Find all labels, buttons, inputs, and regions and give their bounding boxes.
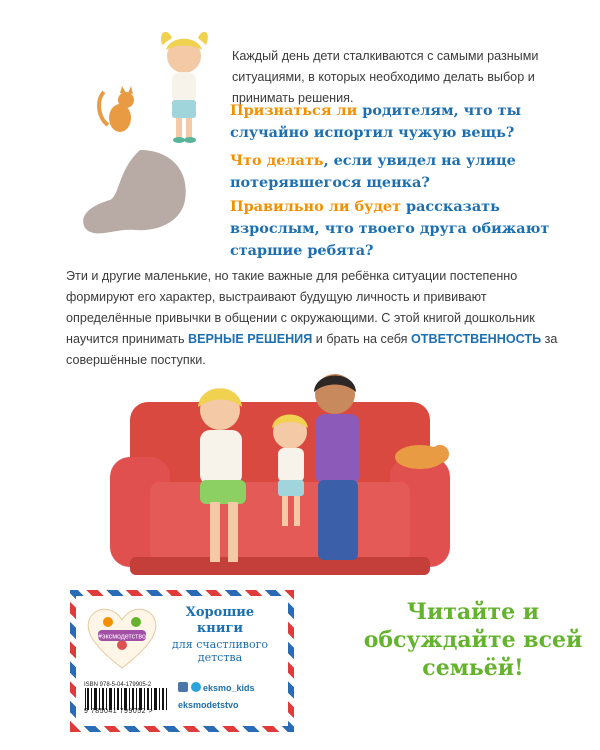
para-text-2: и брать на себя — [312, 332, 411, 346]
barcode — [84, 688, 170, 710]
intro-text: Каждый день дети сталкиваются с самыми разными ситуациями, в которых необходимо делать выбор и принимать решения. — [232, 49, 539, 105]
telegram-icon — [191, 682, 201, 692]
description-paragraph — [66, 266, 566, 371]
girl-shadow — [83, 150, 186, 233]
hashtag-text: #эксмодетство — [98, 633, 146, 641]
callout-text: Читайте и обсуждайте всей семьёй! — [363, 599, 583, 681]
question-1-rest: родителям, что ты случайно испортил чужую вещь? — [230, 102, 521, 141]
barcode-number: 9 785041 799052 > — [84, 708, 154, 715]
cat — [99, 86, 134, 132]
question-2 — [230, 150, 580, 194]
social-handle-text: eksmo_kids — [203, 683, 255, 693]
question-1-highlight: Признаться ли — [230, 102, 358, 119]
question-1 — [230, 100, 580, 144]
girl — [161, 32, 208, 143]
para-bold-2: ОТВЕТСТВЕННОСТЬ — [410, 332, 542, 346]
question-2-highlight: Что делать — [230, 152, 324, 169]
card-subtitle: для счастливого детства — [172, 638, 268, 664]
website-text: eksmodetstvo — [178, 700, 239, 710]
question-3 — [230, 196, 580, 262]
question-3-rest: рассказать взрослым, что твоего друга обижают старшие ребята? — [230, 198, 550, 259]
social-handle — [178, 682, 255, 693]
father — [314, 374, 360, 560]
card-title: Хорошие книги — [185, 605, 255, 636]
heart-icon — [82, 600, 162, 672]
question-3-highlight: Правильно ли будет — [230, 198, 402, 215]
isbn-text: ISBN 978-5-04-179905-2 — [84, 682, 152, 688]
para-bold-1: ВЕРНЫЕ РЕШЕНИЯ — [188, 332, 313, 346]
question-2-rest: , если увидел на улице потерявшегося щенка? — [230, 152, 516, 191]
vk-icon — [178, 682, 188, 692]
para-text-1: Эти и другие маленькие, но такие важные для ребёнка ситуации постепенно формируют его характер, выстраивают будущую личность и прививают определённые привычки в общении с окружающими. С этой книгой дошкольник научится принимать — [66, 269, 535, 346]
para-text-3: за совершённые поступки. — [66, 332, 558, 367]
family-sofa-illustration — [90, 362, 470, 592]
